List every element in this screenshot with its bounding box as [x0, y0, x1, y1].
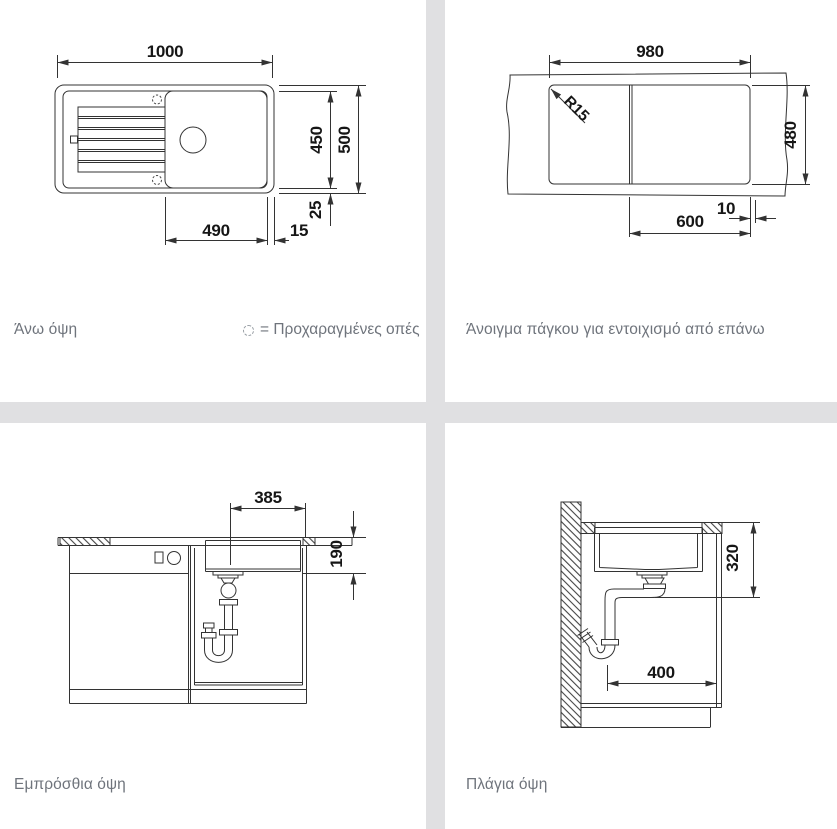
dim-corner-radius: R15: [560, 92, 593, 125]
dim-bowl-to-edge: 15: [289, 221, 309, 240]
side-view-drawing: [445, 423, 837, 829]
dim-bowl-width: 490: [202, 221, 230, 240]
caption-front-view: Εμπρόσθια όψη: [14, 776, 126, 793]
drain-hole: [180, 127, 206, 153]
appliance-knob: [168, 552, 181, 565]
dim-inner-length: 450: [307, 126, 326, 154]
caption-top-view: Άνω όψη: [14, 321, 78, 338]
predrilled-holes-legend: [243, 321, 420, 339]
cutout-dim-arrows: [550, 60, 809, 237]
side-siphon: [578, 572, 668, 659]
front-siphon: [202, 572, 244, 663]
dim-side-bowl-depth: 320: [723, 544, 742, 572]
dim-total-width: 1000: [146, 42, 184, 61]
dim-cutout-depth: 480: [781, 121, 800, 149]
dim-min-cabinet: 600: [676, 212, 704, 231]
dim-cutout-width: 980: [636, 42, 664, 61]
predrilled-holes: [153, 95, 162, 185]
overflow-mark: [71, 136, 78, 143]
caption-side-view: Πλάγια όψη: [466, 776, 548, 793]
horizontal-divider: [0, 402, 837, 423]
top-view-sink-outline: [55, 85, 274, 193]
dim-rim-margin: 25: [306, 200, 325, 220]
side-bowl: [595, 528, 703, 572]
dim-edge-gap: 10: [716, 199, 736, 218]
caption-cutout-view: Άνοιγμα πάγκου για εντοιχισμό από επάνω: [466, 321, 765, 338]
side-wall: [561, 502, 581, 727]
appliance-button: [155, 552, 163, 563]
cutout-divider-line: [630, 85, 633, 184]
legend-label: = Προχαραγμένες οπές: [260, 321, 420, 338]
dim-front-bowl-depth: 190: [327, 540, 346, 568]
front-view-drawing: [0, 423, 425, 829]
dim-cabinet-depth: 400: [647, 663, 675, 682]
dim-drain-offset: 385: [254, 488, 282, 507]
countertop-outline: [507, 73, 788, 196]
cutout-view-drawing: [445, 0, 837, 402]
top-view-drawing: [0, 0, 425, 402]
dim-total-depth: 500: [335, 126, 354, 154]
dashed-circle-icon: [243, 325, 254, 336]
cutout-dim-lines: [550, 55, 811, 237]
